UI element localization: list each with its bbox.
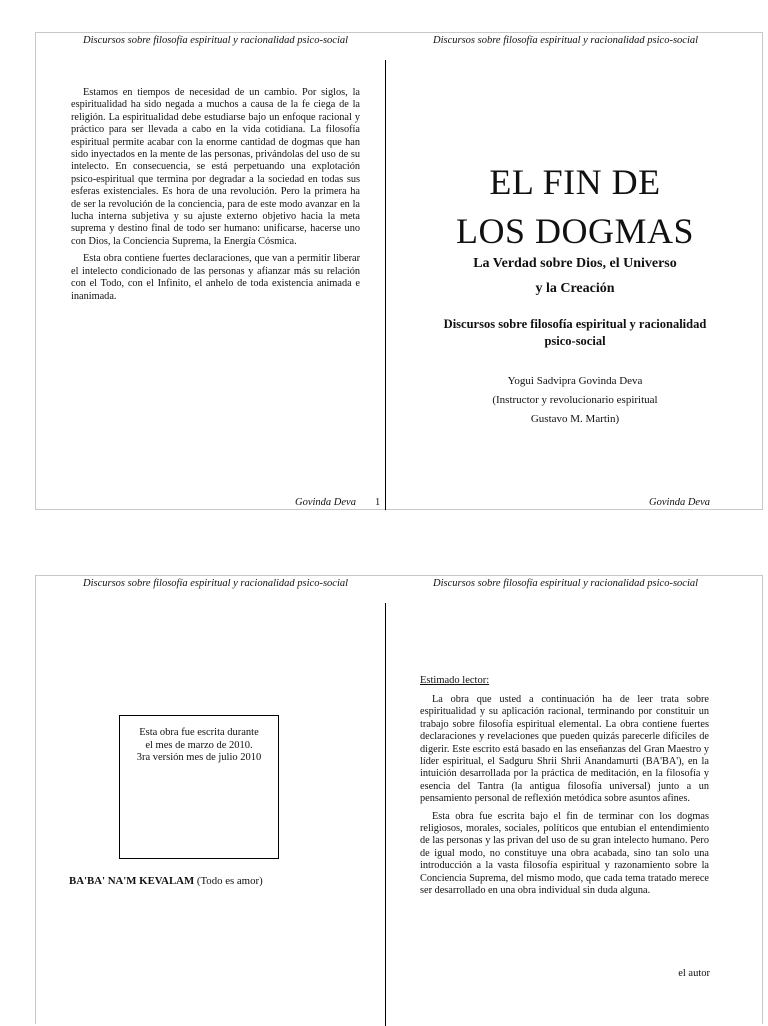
page-frame-bottom [35, 509, 763, 510]
running-header-left: Discursos sobre filosofía espiritual y racionalidad psico-social [83, 578, 349, 589]
spread-pages-1-2 [35, 32, 763, 510]
footer-author-right: Govinda Deva [649, 497, 710, 508]
subtitle-line: y la Creación [535, 281, 615, 296]
mantra-translation: (Todo es amor) [194, 875, 263, 887]
paragraph: Estamos en tiempos de necesidad de un cambio. Por siglos, la espiritualidad ha sido negada a muchos a causa de la fe ciega de la religión. La espiritualidad debe estudiarse bajo un enfoque racional y práctico para ser llevada a cabo en la vida cotidiana. La filosofía espiritual permite acabar con la enorme cantidad de dogmas que han sido inyectados en la mente de las personas, privándolas del uso de su intelecto. En consecuencia, se está perpetuando una explotación psico-espiritual que termina por degradar a la sociedad en todas sus esferas existenciales. Es hora de una revolución. Pero la primera ha de ser la revolución de la conciencia, para de este modo avanzar en la lucha interna subjetiva y su ajuste externo objetivo hacia la meta suprema y destino final de todo ser humano: unificarse, hacerse uno con Dios, la Conciencia Suprema, la Energía Cósmica. [71, 87, 360, 247]
notice-line: Esta obra fue escrita durante [139, 727, 259, 738]
series-title [405, 316, 745, 350]
author-line: Gustavo M. Martin) [530, 413, 620, 425]
series-line: psico-social [544, 334, 606, 348]
mantra-text: BA'BA' NA'M KEVALAM [69, 875, 195, 887]
spread-pages-3-4 [35, 575, 763, 1024]
mantra-line [69, 875, 263, 887]
title-line: EL FIN DE [489, 162, 661, 202]
introduction-text [71, 87, 360, 308]
page-divider [385, 60, 386, 510]
author-block [405, 372, 745, 429]
author-line: (Instructor y revolucionario espiritual [492, 394, 658, 406]
running-header-left: Discursos sobre filosofía espiritual y racionalidad psico-social [83, 35, 349, 46]
page-frame-left [35, 575, 36, 1024]
greeting: Estimado lector: [420, 675, 490, 686]
paragraph: Esta obra contiene fuertes declaraciones, que van a permitir liberar el intelecto condicionado de las personas y afianzar más su relación con el Todo, con el Infinito, el anhelo de toda existencia animada e inanimada. [71, 253, 360, 302]
footer-author-left: Govinda Deva [295, 497, 356, 508]
page-frame-right [762, 575, 763, 1024]
author-line: Yogui Sadvipra Govinda Deva [507, 375, 643, 387]
writing-date-notice [119, 715, 279, 859]
paragraph: La obra que usted a continuación ha de leer trata sobre espiritualidad y su aplicación racional, terminando por constituir un trabajo sobre filosofía espiritual elemental. La obra contiene fuertes declaraciones y revelaciones que pueden quizás parecerle difíciles de digerir. Este escrito está basado en las enseñanzas del Gran Maestro y líder espiritual, el Sadguru Shrii Shrii Anandamurti (BA'BA'), en la intuición desarrollada por la práctica de meditación, en la filosofía y esencia del Tantra (la antigua filosofía universal) junto a un pensamiento personal de reflexión metódica sobre asuntos afines. [420, 694, 709, 805]
running-header-right: Discursos sobre filosofía espiritual y racionalidad psico-social [433, 578, 699, 589]
running-header-right: Discursos sobre filosofía espiritual y racionalidad psico-social [433, 35, 699, 46]
page-number: 1 [375, 497, 381, 508]
book-subtitle [405, 251, 745, 301]
series-line: Discursos sobre filosofía espiritual y racionalidad [443, 317, 707, 331]
page-frame-left [35, 32, 36, 510]
page-frame-top [35, 32, 763, 33]
book-title [405, 158, 745, 256]
paragraph: Esta obra fue escrita bajo el fin de terminar con los dogmas religiosos, morales, sociales, políticos que entubian el entendimiento de las personas y las privan del uso de su gran intelecto humano. Pero de igual modo, no constituye una obra acabada, sino tan solo una introducción a la vasta filosofía espiritual y razonamiento sobre la Conciencia Suprema, del mismo modo, que cada tema tratado merece ser desarrollado en una obra individual sin duda alguna. [420, 810, 709, 897]
notice-line: el mes de marzo de 2010. [145, 739, 253, 751]
subtitle-line: La Verdad sobre Dios, el Universo [473, 256, 677, 271]
page-divider [385, 603, 386, 1026]
page-frame-right [762, 32, 763, 510]
preface-text [420, 694, 709, 903]
title-line: LOS DOGMAS [455, 211, 695, 251]
page-frame-top [35, 575, 763, 576]
signoff: el autor [678, 968, 710, 979]
notice-line: 3ra versión mes de julio 2010 [136, 752, 262, 763]
